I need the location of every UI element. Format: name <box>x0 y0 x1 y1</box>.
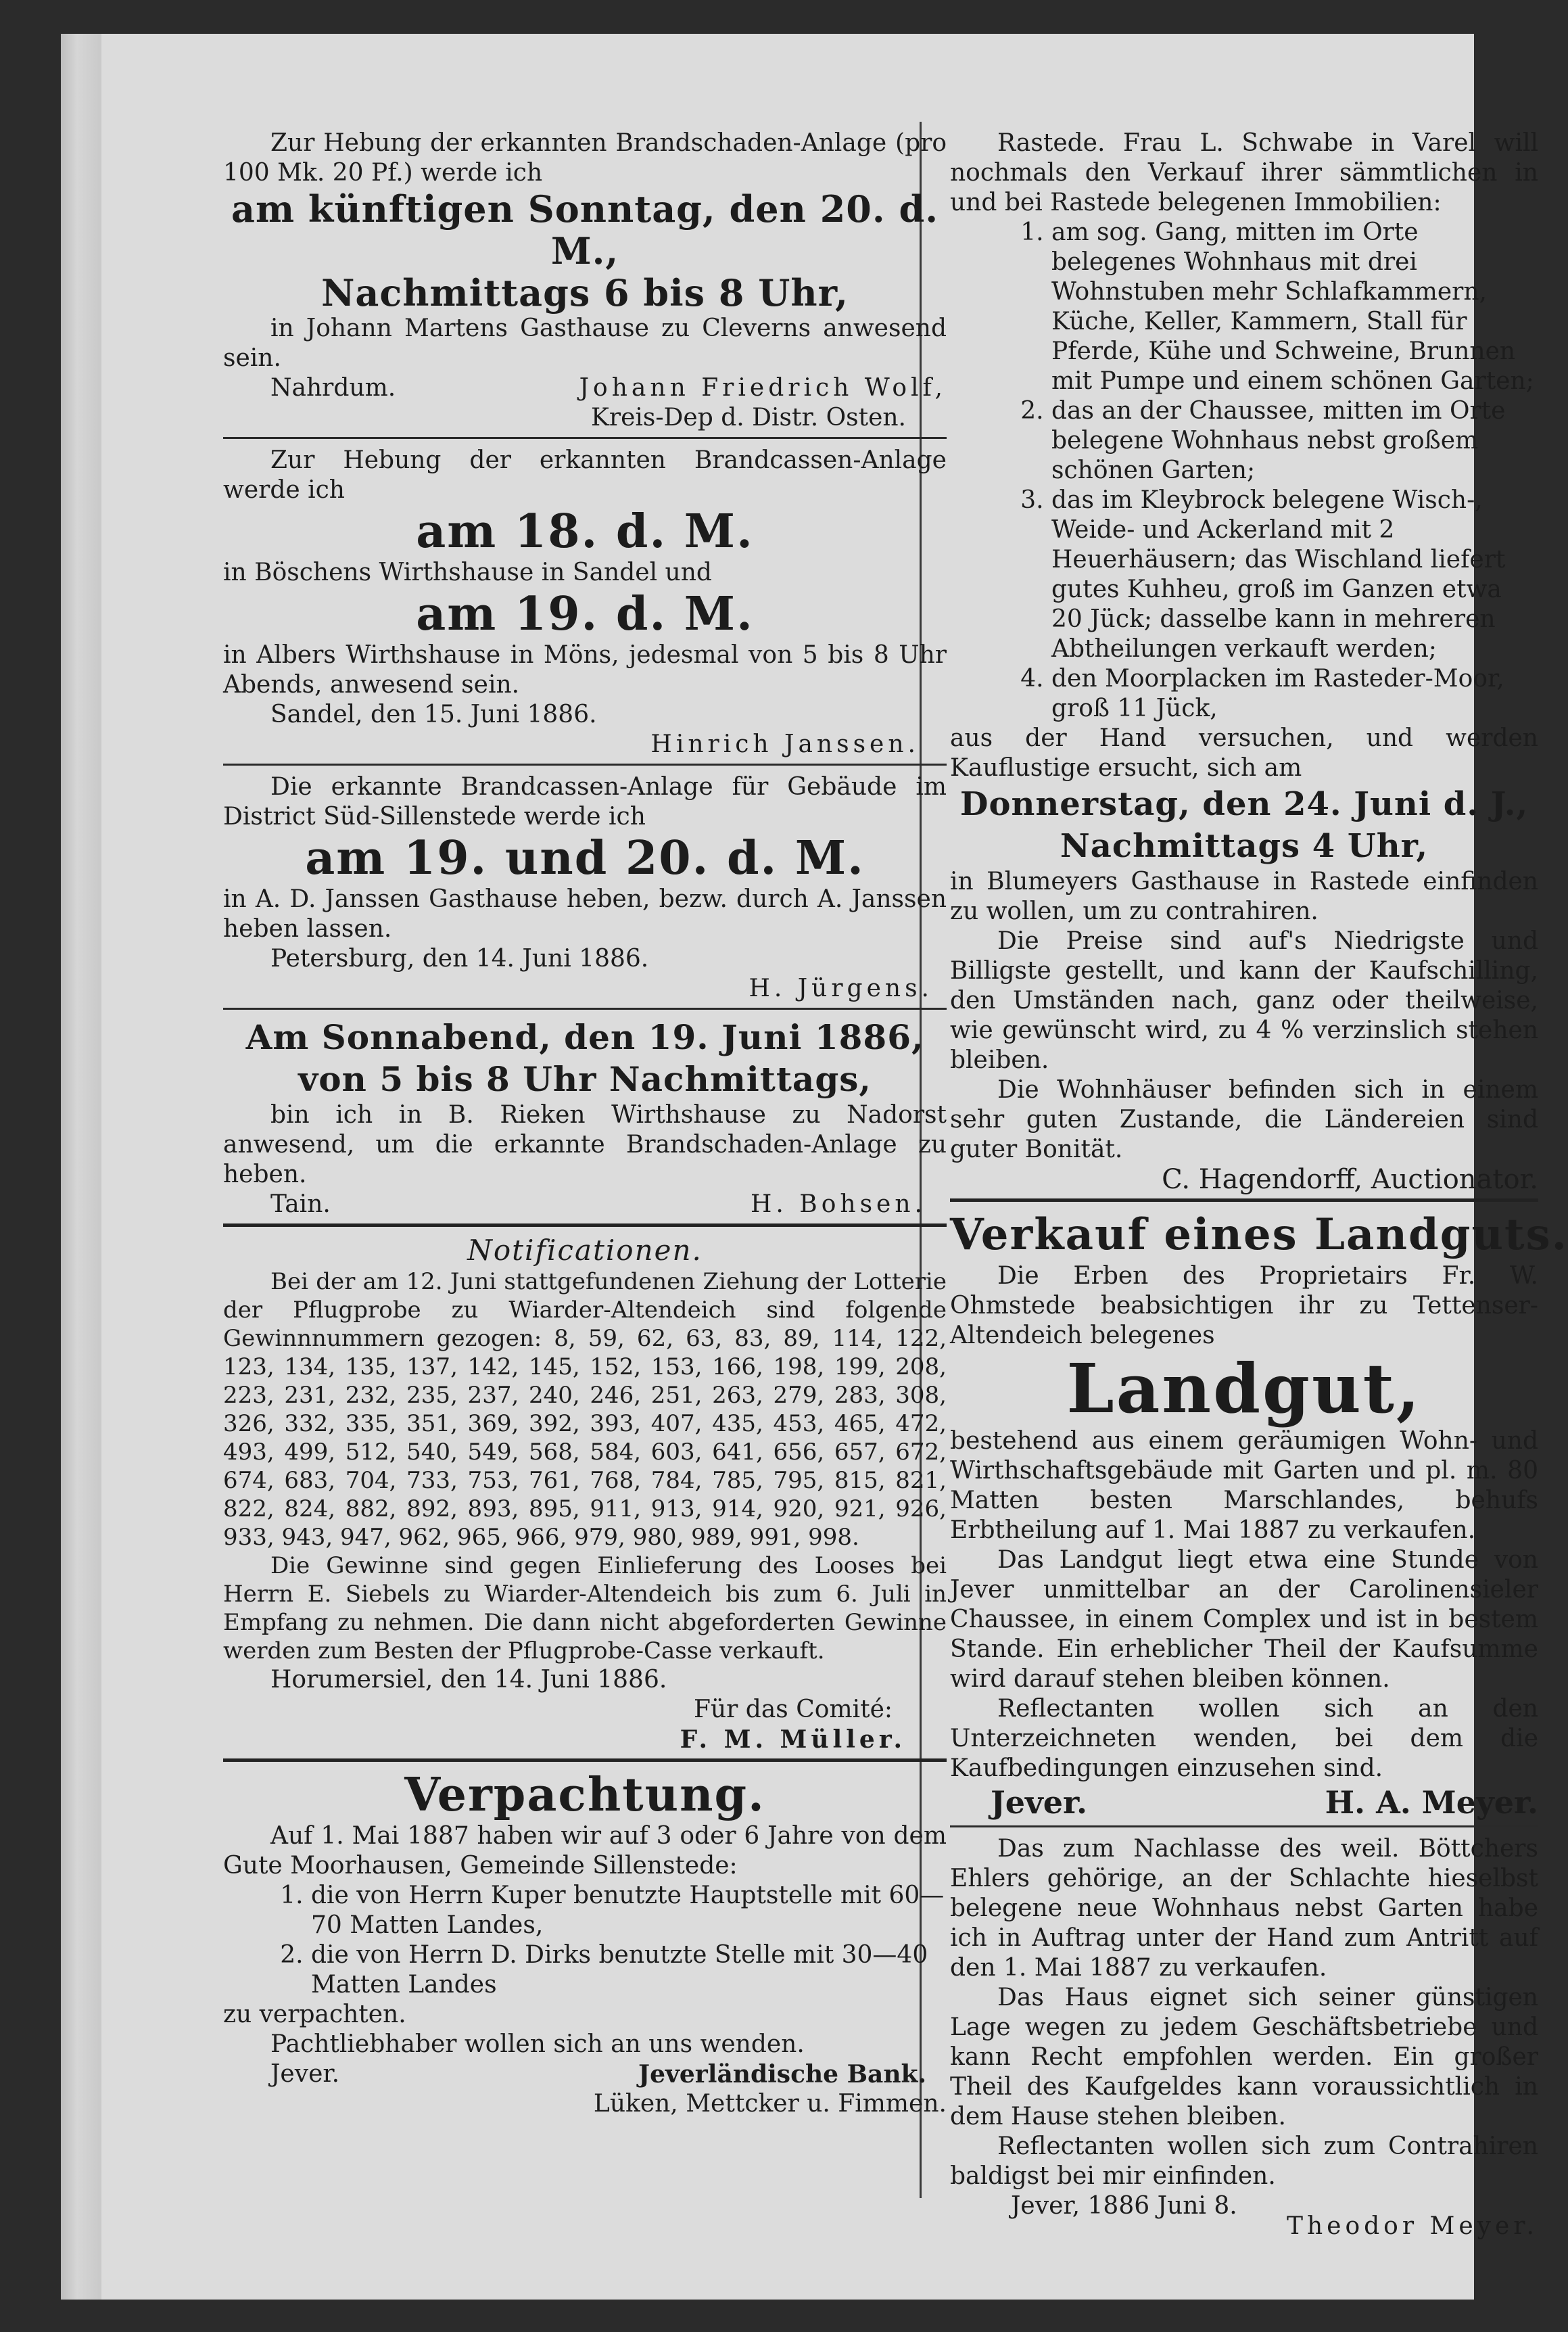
ad-committee: Für das Comité: <box>693 1696 893 1723</box>
ad-dateline: Jever, 1886 Juni 8. <box>1011 2192 1237 2220</box>
signature-line <box>950 2191 1538 2241</box>
ad-heading: Verkauf eines Landguts. <box>950 1209 1568 1260</box>
ad-heading: Verpachtung. <box>404 1768 765 1822</box>
ad-text: in Albers Wirthshause in Möns, jedesmal von 5 bis 8 Uhr Abends, anwesend sein. <box>223 641 947 699</box>
ad-text: Zur Hebung der erkannten Brandcassen-Anlage werde ich <box>223 446 947 504</box>
ad-date: am 18. d. M. <box>416 505 754 559</box>
divider <box>950 1198 1538 1202</box>
ad-text: Das Haus eignet sich seiner günstigen Lage wegen zu jedem Geschäftsbetriebe und kann Recht empfohlen werden. Ein großer Theil des Kaufgeldes kann voraussichtlich in dem Hause stehen bleiben. <box>950 1984 1538 2130</box>
ad-signer: Lüken, Mettcker u. Fimmen. <box>593 2090 947 2118</box>
ad-text: bin ich in B. Rieken Wirthshause zu Nadorst anwesend, um die erkannte Brandschaden-Anlage zu heben. <box>223 1101 947 1188</box>
ad-wohnhaus-sale <box>950 1834 1538 2241</box>
ad-text: Die erkannte Brandcassen-Anlage für Gebäude im District Süd-Sillenstede werde ich <box>223 773 947 831</box>
ad-text: Das zum Nachlasse des weil. Böttchers Ehlers gehörige, an der Schlachte hieselbst belegene neue Wohnhaus nebst Garten habe ich in Auftrag unter der Hand zum Antritt auf den 1. Mai 1887 zu verkaufen. <box>950 1835 1538 1982</box>
list-item: 2. das an der Chaussee, mitten im Orte belegene Wohnhaus nebst großem schönen Garten; <box>1051 396 1538 486</box>
ad-rastede-sale <box>950 129 1538 1194</box>
ad-text: in A. D. Janssen Gasthause heben, bezw. durch A. Janssen heben lassen. <box>223 885 947 943</box>
ad-signer: Johann Friedrich Wolf, <box>579 374 947 402</box>
ad-place: Nahrdum. <box>270 374 396 402</box>
signature-line <box>950 1783 1538 1821</box>
signature-line <box>223 2059 947 2089</box>
divider <box>223 437 947 439</box>
ad-date: am 19. und 20. d. M. <box>305 831 865 885</box>
ad-time: Nachmittags 4 Uhr, <box>1060 827 1429 865</box>
ad-place: Jever. <box>991 1784 1088 1821</box>
ad-place: Tain. <box>270 1190 331 1218</box>
ad-text: Die Wohnhäuser befinden sich in einem sehr guten Zustande, die Ländereien sind guter Bonität. <box>950 1076 1538 1163</box>
ad-brandcassen-sillenstede <box>223 772 947 1004</box>
ad-text: aus der Hand versuchen, und werden Kauflustige ersucht, sich am <box>950 724 1538 782</box>
ad-landgut-sale <box>950 1209 1568 1821</box>
left-column <box>223 129 947 2123</box>
list-item: 1. die von Herrn Kuper benutzte Hauptstelle mit 60—70 Matten Landes, <box>311 1881 947 1940</box>
ad-time: von 5 bis 8 Uhr Nachmittags, <box>298 1059 872 1099</box>
ad-signer-title: Kreis-Dep d. Distr. Osten. <box>591 404 906 432</box>
ad-text: in Blumeyers Gasthause in Rastede einfinden zu wollen, um zu contrahiren. <box>950 868 1538 925</box>
ad-text: in Böschens Wirthshause in Sandel und <box>223 559 712 586</box>
ad-text: bestehend aus einem geräumigen Wohn- und Wirthschaftsgebäude mit Garten und pl. m. 80 Matten besten Marschlandes, behufs Erbtheilung auf 1. Mai 1887 zu verkaufen. <box>950 1427 1538 1544</box>
signature-line <box>223 373 947 403</box>
ad-text: zu verpachten. <box>223 2001 406 2028</box>
ad-text: Pachtliebhaber wollen sich an uns wenden. <box>270 2030 805 2058</box>
ad-signer: Jeverländische Bank. <box>638 2060 926 2089</box>
ad-text: Auf 1. Mai 1887 haben wir auf 3 oder 6 Jahre von dem Gute Moorhausen, Gemeinde Sillenstede: <box>223 1822 947 1880</box>
ad-lottery-notification <box>223 1234 947 1754</box>
list-item: 2. die von Herrn D. Dirks benutzte Stelle mit 30—40 Matten Landes <box>311 1940 947 2000</box>
ad-text: Bei der am 12. Juni stattgefundenen Ziehung der Lotterie der Pflugprobe zu Wiarder-Altendeich sind folgende Gewinnnummern gezogen: 8, 59, 62, 63, 83, 89, 114, 122, 123, 134, 135, 137, 142, 145, 152, 153, 166, 198, 199, 208, 223, 231, 232, 235, 237, 240, 246, 251, 263, 279, 283, 308, 326, 332, 335, 351, 369, 392, 393, 407, 435, 453, 465, 472, 493, 499, 512, 540, 549, 568, 584, 603, 641, 656, 657, 672, 674, 683, 704, 733, 753, 761, 768, 784, 785, 795, 815, 821, 822, 824, 882, 892, 893, 895, 911, 913, 914, 920, 921, 926, 933, 943, 947, 962, 965, 966, 979, 980, 989, 991, 998. <box>223 1268 947 1551</box>
list-item: 3. das im Kleybrock belegene Wisch-, Weide- und Ackerland mit 2 Heuerhäusern; das Wischland liefert gutes Kuhheu, groß im Ganzen etwa 20 Jück; dasselbe kann in mehreren Abtheilungen verkauft werden; <box>1051 486 1538 664</box>
divider <box>223 764 947 766</box>
divider <box>950 1825 1538 1827</box>
right-column <box>950 129 1568 2245</box>
ad-signer: H. A. Meyer. <box>1325 1784 1538 1821</box>
ad-text: Zur Hebung der erkannten Brandschaden-Anlage (pro 100 Mk. 20 Pf.) werde ich <box>223 129 947 187</box>
ad-date: am künftigen Sonntag, den 20. d. M., <box>231 187 939 273</box>
lease-list <box>223 1881 947 2000</box>
divider <box>223 1223 947 1227</box>
ad-date: Donnerstag, den 24. Juni d. J., <box>959 785 1529 823</box>
ad-brandschaden-clevern <box>223 129 947 433</box>
ad-text: in Johann Martens Gasthause zu Cleverns anwesend sein. <box>223 314 947 372</box>
ad-text: Reflectanten wollen sich zum Contrahiren baldigst bei mir einfinden. <box>950 2132 1538 2190</box>
ad-text: Die Preise sind auf's Niedrigste und Billigste gestellt, und kann der Kaufschilling, den Umständen nach, ganz oder theilweise, wie gewünscht wird, zu 4 % verzinslich stehen bleiben. <box>950 927 1538 1074</box>
ad-big-word: Landgut, <box>1066 1349 1422 1428</box>
ad-brandcassen-sandel <box>223 446 947 760</box>
ad-heading: Notificationen. <box>467 1234 703 1267</box>
ad-place: Jever. <box>270 2060 340 2088</box>
ad-text: Rastede. Frau L. Schwabe in Varel will nochmals den Verkauf ihrer sämmtlichen in und bei Rastede belegenen Immobilien: <box>950 129 1538 216</box>
ad-verpachtung <box>223 1769 947 2119</box>
signature-line <box>223 1190 947 1219</box>
divider <box>223 1008 947 1010</box>
ad-signer: F. M. Müller. <box>680 1725 906 1754</box>
ad-dateline: Horumersiel, den 14. Juni 1886. <box>270 1666 667 1694</box>
list-item: 1. am sog. Gang, mitten im Orte belegenes Wohnhaus mit drei Wohnstuben mehr Schlafkammern, Küche, Keller, Kammern, Stall für Pferde, Kühe und Schweine, Brunnen mit Pumpe und einem schönen Garten; <box>1051 218 1538 396</box>
ad-signer: C. Hagendorff, Auctionator. <box>1162 1164 1538 1195</box>
ad-date: Am Sonnabend, den 19. Juni 1886, <box>245 1017 924 1057</box>
ad-text: Die Erben des Proprietairs Fr. W. Ohmstede beabsichtigen ihr zu Tettenser-Altendeich belegenes <box>950 1262 1538 1349</box>
ad-signer: H. Jürgens. <box>749 975 933 1002</box>
divider <box>223 1758 947 1762</box>
ad-dateline: Sandel, den 15. Juni 1886. <box>270 701 597 728</box>
ad-date: am 19. d. M. <box>416 587 754 641</box>
ad-signer: Theodor Meyer. <box>1286 2212 1538 2240</box>
ad-text: Das Landgut liegt etwa eine Stunde von Jever unmittelbar an der Carolinensieler Chaussee, in einem Complex und ist in bestem Stande. Ein erheblicher Theil der Kaufsumme wird darauf stehen bleiben können. <box>950 1546 1538 1693</box>
ad-text: Reflectanten wollen sich an den Unterzeichneten wenden, bei dem die Kaufbedingungen einzusehen sind. <box>950 1695 1538 1782</box>
ad-brandschaden-nadorst <box>223 1017 947 1219</box>
list-item: 4. den Moorplacken im Rasteder-Moor, groß 11 Jück, <box>1051 664 1538 724</box>
newspaper-page <box>61 34 1568 2300</box>
ad-time: Nachmittags 6 bis 8 Uhr, <box>321 271 849 314</box>
ad-signer: Hinrich Janssen. <box>650 730 920 758</box>
ad-dateline: Petersburg, den 14. Juni 1886. <box>270 945 649 973</box>
ad-signer: H. Bohsen. <box>750 1190 926 1218</box>
ad-text: Die Gewinne sind gegen Einlieferung des Looses bei Herrn E. Siebels zu Wiarder-Altendeich bis zum 6. Juli in Empfang zu nehmen. Die dann nicht abgeforderten Gewinne werden zum Besten der Pflugprobe-Casse verkauft. <box>223 1552 947 1664</box>
property-list <box>950 218 1538 724</box>
page-edge <box>61 34 101 2300</box>
